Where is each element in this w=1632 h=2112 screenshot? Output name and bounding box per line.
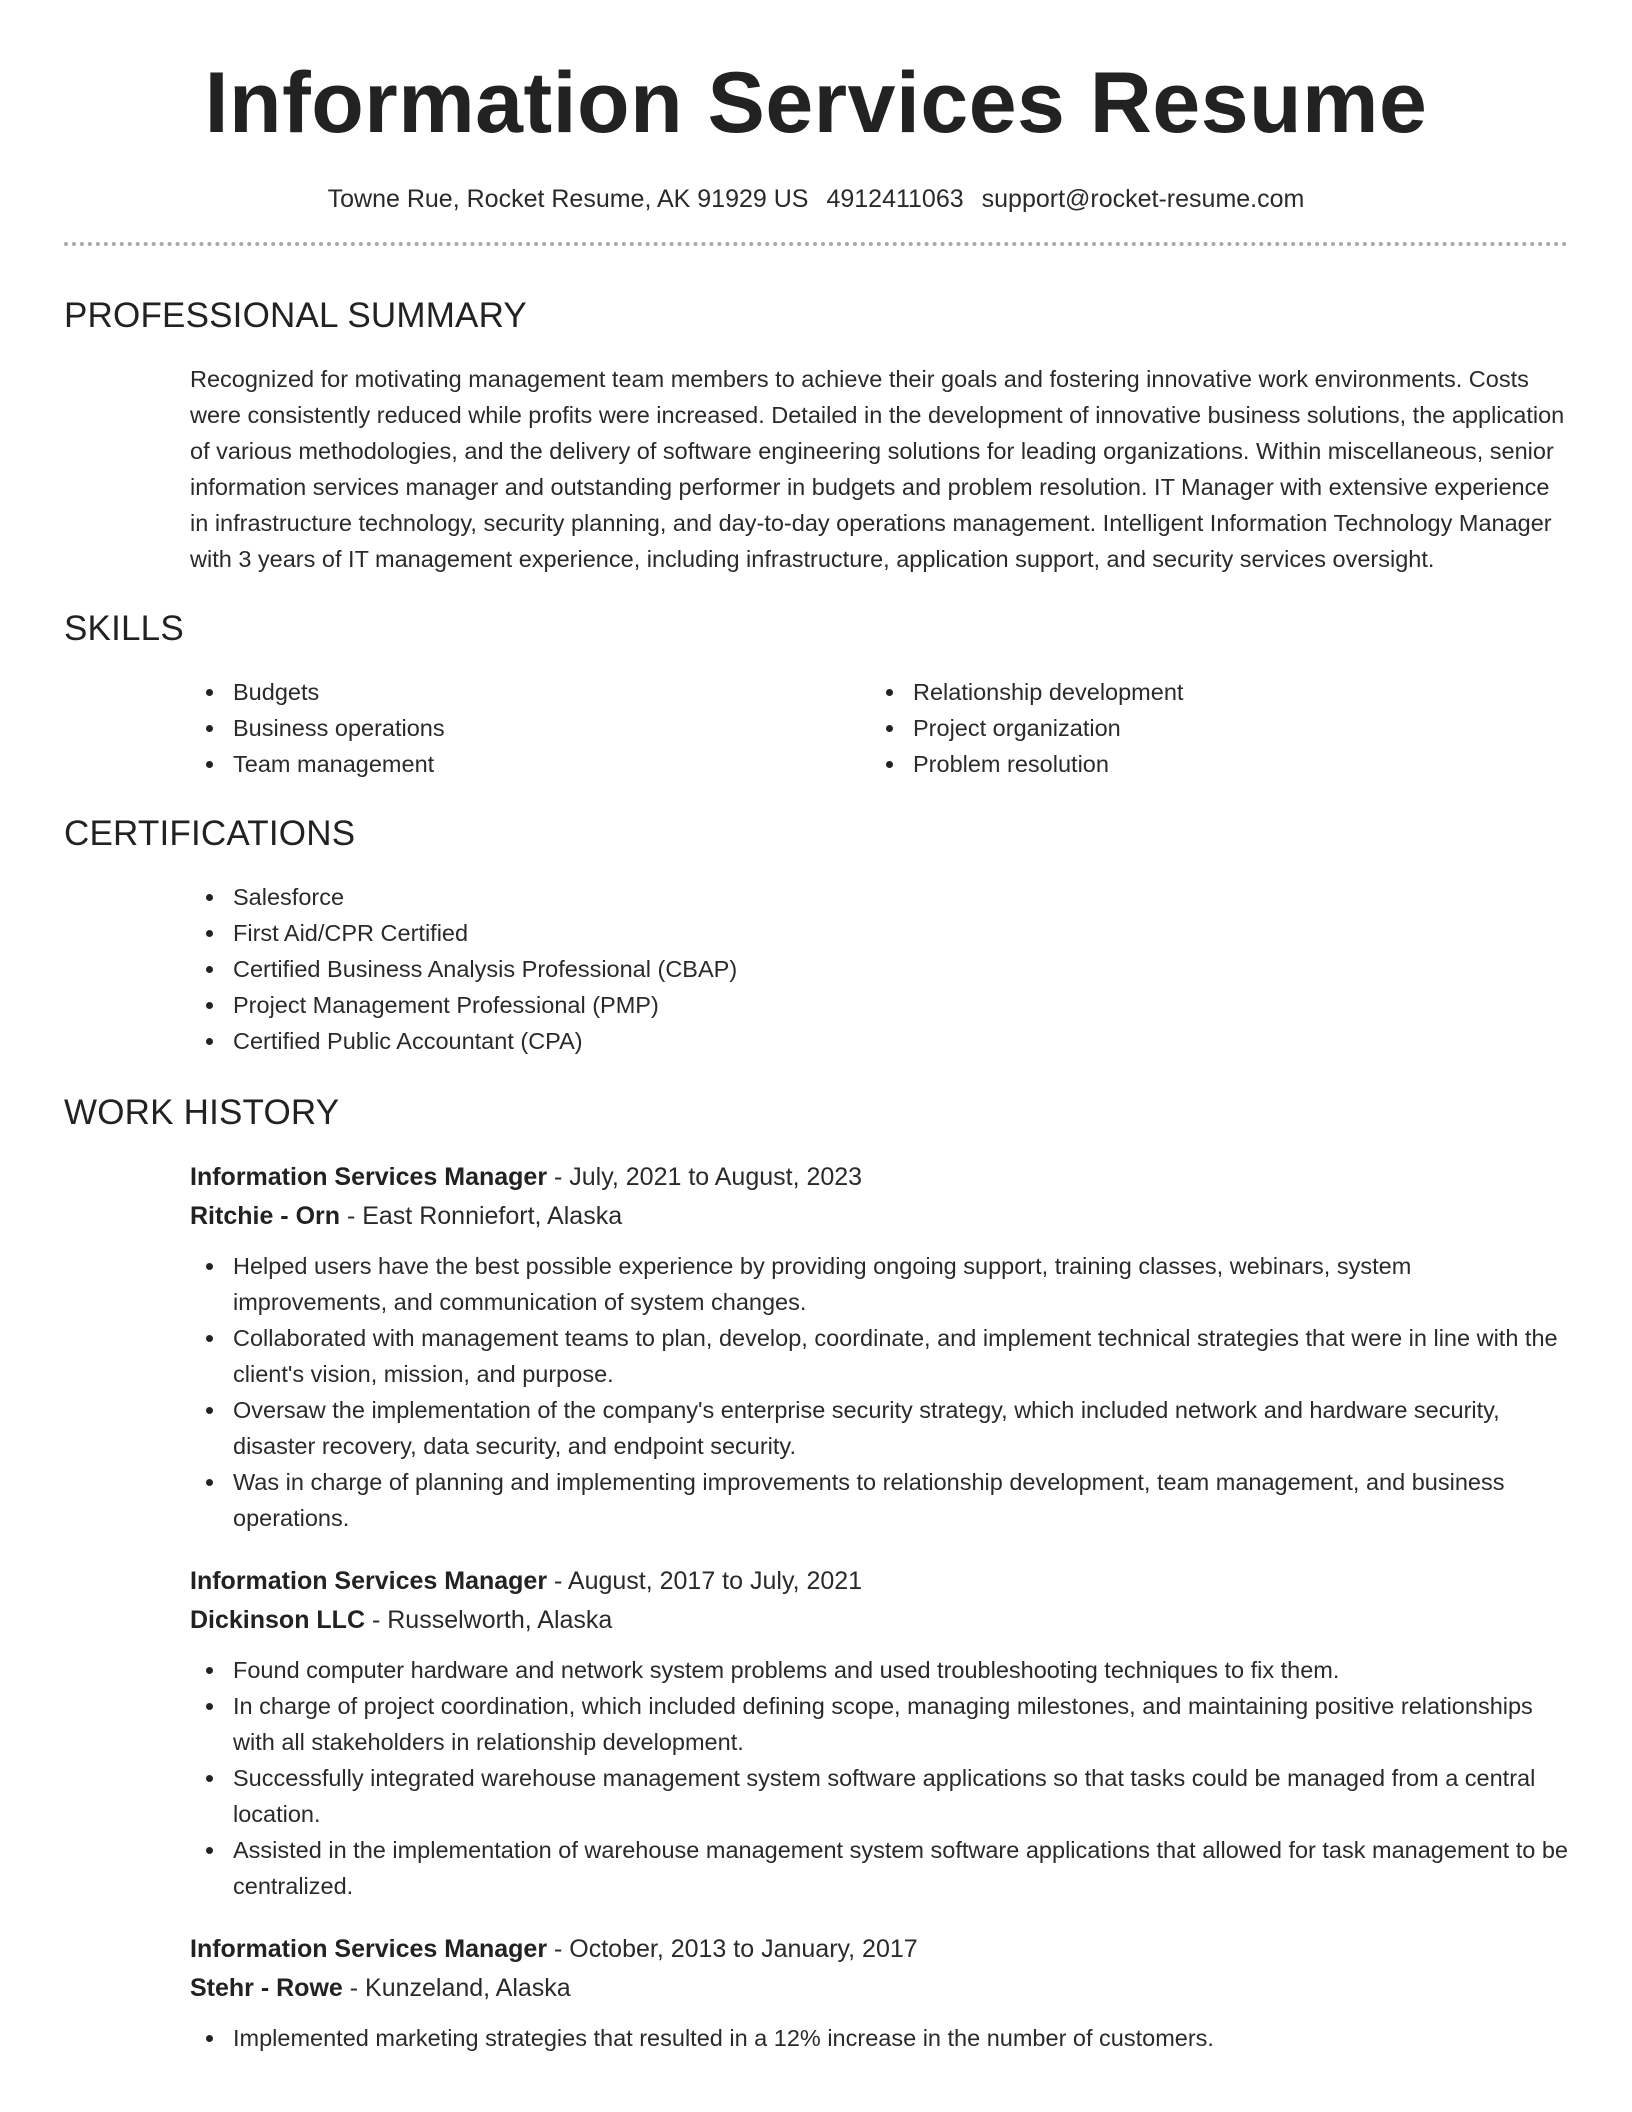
job-entry — [190, 1562, 1568, 1904]
job-title-line — [190, 1158, 1568, 1196]
job-bullet: In charge of project coordination, which included defining scope, managing milestones, and maintaining positive relationships with all stakeholders in relationship development. — [190, 1688, 1568, 1760]
job-company: Stehr - Rowe — [190, 1973, 343, 2002]
contact-phone: 4912411063 — [826, 184, 964, 213]
section-title-summary: PROFESSIONAL SUMMARY — [64, 295, 527, 335]
skill-item: Relationship development — [870, 674, 1568, 710]
skill-item: Business operations — [190, 710, 870, 746]
section-skills — [64, 577, 1568, 782]
job-title: Information Services Manager — [190, 1162, 548, 1191]
section-professional-summary — [64, 246, 1568, 577]
skills-left-list — [190, 674, 870, 782]
job-title: Information Services Manager — [190, 1934, 548, 1963]
section-title-work-history: WORK HISTORY — [64, 1092, 340, 1132]
job-bullets — [190, 2020, 1568, 2056]
job-bullet: Successfully integrated warehouse management system software applications so that tasks could be managed from a central location. — [190, 1760, 1568, 1832]
contact-line — [64, 185, 1568, 214]
job-bullet: Assisted in the implementation of warehouse management system software applications that allowed for task management to be centralized. — [190, 1832, 1568, 1904]
job-entry — [190, 1930, 1568, 2056]
certification-item: Certified Business Analysis Professional (CBAP) — [190, 951, 1568, 987]
job-dates: - August, 2017 to July, 2021 — [547, 1566, 863, 1595]
job-bullet: Collaborated with management teams to plan, develop, coordinate, and implement technical strategies that were in line with the client's vision, mission, and purpose. — [190, 1320, 1568, 1392]
resume-header — [64, 0, 1568, 246]
job-bullet: Helped users have the best possible experience by providing ongoing support, training classes, webinars, system improvements, and communication of system changes. — [190, 1248, 1568, 1320]
skill-item: Team management — [190, 746, 870, 782]
job-bullets — [190, 1652, 1568, 1904]
certification-item: First Aid/CPR Certified — [190, 915, 1568, 951]
contact-address: Towne Rue, Rocket Resume, AK 91929 US — [327, 184, 809, 213]
job-entry — [190, 1158, 1568, 1536]
job-title-line — [190, 1562, 1568, 1600]
certification-item: Certified Public Accountant (CPA) — [190, 1023, 1568, 1059]
skill-item: Problem resolution — [870, 746, 1568, 782]
summary-text: Recognized for motivating management team members to achieve their goals and fostering innovative work environments. Costs were consistently reduced while profits were increased. Detailed in the development of innovative business solutions, the application of various methodologies, and the delivery of software engineering solutions for leading organizations. Within miscellaneous, senior information services manager and outstanding performer in budgets and problem resolution. IT Manager with extensive experience in infrastructure technology, security planning, and day-to-day operations management. Intelligent Information Technology Manager with 3 years of IT management experience, including infrastructure, application support, and security services oversight. — [190, 365, 1565, 572]
job-dates: - July, 2021 to August, 2023 — [547, 1162, 863, 1191]
skills-grid — [190, 674, 1568, 782]
job-company: Dickinson LLC — [190, 1605, 366, 1634]
skill-item: Project organization — [870, 710, 1568, 746]
job-bullets — [190, 1248, 1568, 1536]
certification-item: Salesforce — [190, 879, 1568, 915]
work-history-body — [190, 1158, 1568, 2056]
job-company: Ritchie - Orn — [190, 1201, 341, 1230]
job-location: - Russelworth, Alaska — [365, 1605, 613, 1634]
skill-item: Budgets — [190, 674, 870, 710]
section-certifications — [64, 782, 1568, 1059]
job-bullet: Oversaw the implementation of the company's enterprise security strategy, which included network and hardware security, disaster recovery, data security, and endpoint security. — [190, 1392, 1568, 1464]
job-title-line — [190, 1930, 1568, 1968]
job-bullet: Implemented marketing strategies that resulted in a 12% increase in the number of customers. — [190, 2020, 1568, 2056]
contact-email: support@rocket-resume.com — [981, 184, 1305, 213]
job-bullet: Found computer hardware and network system problems and used troubleshooting techniques to fix them. — [190, 1652, 1568, 1688]
job-bullet: Was in charge of planning and implementing improvements to relationship development, team management, and business operations. — [190, 1464, 1568, 1536]
job-company-line — [190, 1968, 1568, 2008]
certification-item: Project Management Professional (PMP) — [190, 987, 1568, 1023]
job-dates: - October, 2013 to January, 2017 — [547, 1934, 918, 1963]
section-title-skills: SKILLS — [64, 608, 184, 648]
skills-right-list — [870, 674, 1568, 782]
job-location: - East Ronniefort, Alaska — [340, 1201, 623, 1230]
resume-title: Information Services Resume — [204, 55, 1428, 151]
section-work-history — [64, 1059, 1568, 2056]
job-title: Information Services Manager — [190, 1566, 548, 1595]
section-title-certifications: CERTIFICATIONS — [64, 813, 356, 853]
certifications-list — [190, 879, 1568, 1059]
job-location: - Kunzeland, Alaska — [342, 1973, 571, 2002]
job-company-line — [190, 1196, 1568, 1236]
job-company-line — [190, 1600, 1568, 1640]
